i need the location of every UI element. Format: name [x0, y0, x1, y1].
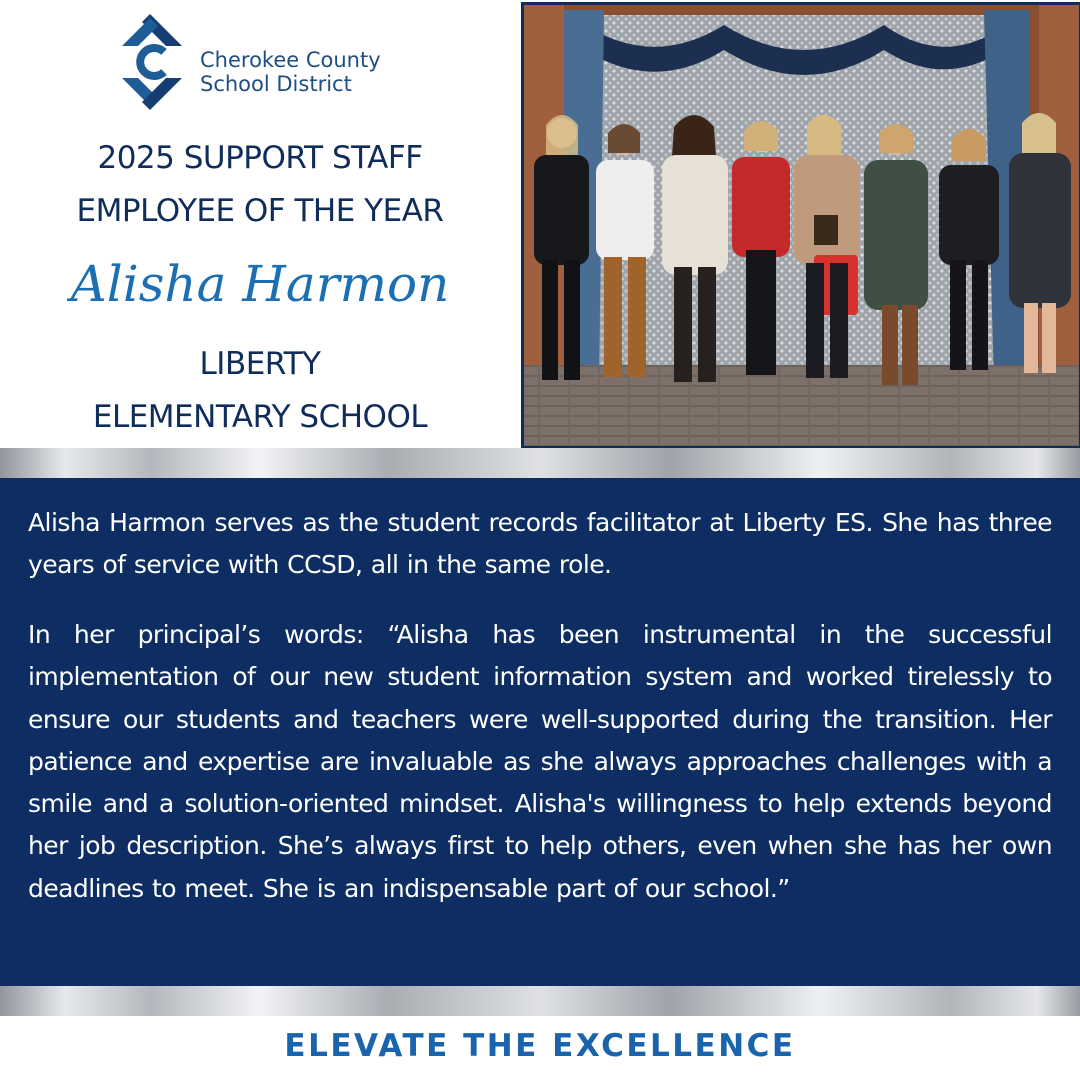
school-name-line1: LIBERTY [199, 346, 321, 382]
header-panel [0, 0, 520, 450]
silver-divider-top [0, 448, 1080, 478]
school-name-line2: ELEMENTARY SCHOOL [92, 399, 428, 435]
description-panel [0, 478, 1080, 986]
district-logo [120, 12, 520, 112]
district-name-line1: Cherokee County [200, 48, 381, 72]
award-title-line2: EMPLOYEE OF THE YEAR [76, 193, 444, 229]
group-photo-icon [524, 5, 1079, 446]
silver-divider-bottom [0, 986, 1080, 1016]
award-title-line1: 2025 SUPPORT STAFF [97, 140, 423, 176]
tagline: ELEVATE THE EXCELLENCE [284, 1028, 796, 1064]
bio-paragraph: Alisha Harmon serves as the student records facilitator at Liberty ES. She has three years of service with CCSD, all in the same role. [28, 508, 1052, 580]
honoree-name: Alisha Harmon [70, 255, 450, 313]
district-logo-icon [120, 12, 184, 112]
group-photo [521, 2, 1080, 449]
district-name-line2: School District [200, 72, 352, 96]
footer [0, 1016, 1080, 1080]
district-name [200, 48, 381, 96]
principal-quote-paragraph: In her principal’s words: “Alisha has been instrumental in the successful implementation of our new student information system and worked tirelessly to ensure our students and teachers were well-supported during the transition. Her patience and expertise are invaluable as she always approaches challenges with a smile and a solution-oriented mindset. Alisha's willingness to help extends beyond her job description. She’s always first to help others, even when she has her own deadlines to meet. She is an indispensable part of our school.” [28, 620, 1052, 903]
